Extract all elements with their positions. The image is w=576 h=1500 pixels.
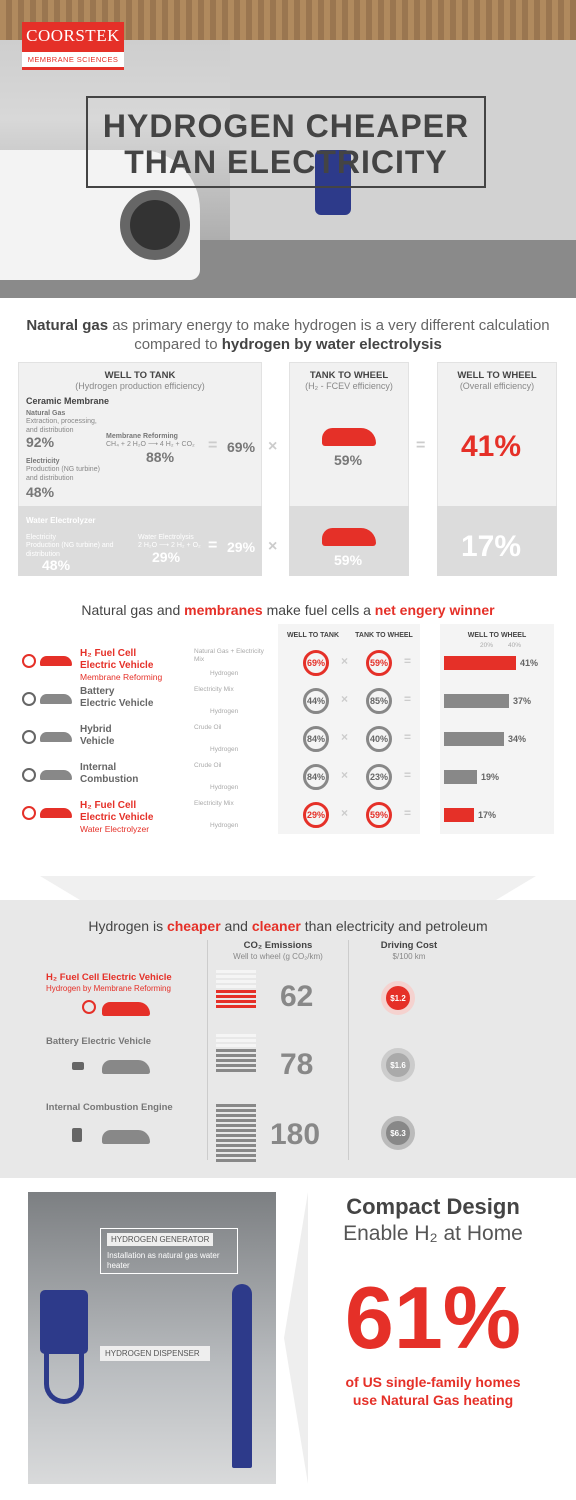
row1-ttw: 59% bbox=[334, 452, 363, 468]
co2-stripe bbox=[216, 1059, 256, 1062]
row-car-icon bbox=[40, 808, 72, 818]
col2-sub: (H₂ - FCEV efficiency) bbox=[305, 381, 393, 391]
fcev-car-icon-3 bbox=[102, 1002, 150, 1016]
s3-title-a: Hydrogen is bbox=[88, 918, 167, 934]
co2-stripe bbox=[216, 1049, 256, 1052]
caption-line1: of US single-family homes bbox=[345, 1374, 521, 1390]
gen-desc: Installation as natural gas water heater bbox=[107, 1251, 220, 1270]
row-wtw-bar bbox=[444, 770, 477, 784]
times-2: × bbox=[268, 538, 278, 555]
row-wtt-ring: 29% bbox=[303, 802, 329, 828]
we-el-desc: Production (NG turbine) and distribution bbox=[26, 542, 114, 558]
fcev-car-icon bbox=[322, 428, 376, 446]
row2-wtw: 17% bbox=[461, 530, 522, 563]
mr-label: Membrane Reforming bbox=[106, 433, 178, 440]
intro-middle: as primary energy to make hydrogen is a very different calculation compared to bbox=[108, 317, 550, 353]
row-label-1: H₂ Fuel Cell bbox=[80, 648, 137, 659]
row-wtw-bar bbox=[444, 732, 504, 746]
r3-co2: 180 bbox=[270, 1118, 321, 1151]
row-icon bbox=[22, 730, 36, 744]
row-icon bbox=[22, 654, 36, 668]
row-label-1: Internal bbox=[80, 762, 117, 773]
row-ttw-ring: 59% bbox=[366, 650, 392, 676]
row-path: Natural Gas + Electricity Mix bbox=[194, 648, 264, 663]
row-times: × bbox=[341, 806, 349, 820]
col3-title: WELL TO WHEEL bbox=[457, 370, 537, 381]
co2-stripe bbox=[216, 975, 256, 978]
row-label-2: Electric Vehicle bbox=[80, 698, 154, 709]
row-path: Crude Oil bbox=[194, 724, 222, 731]
row-equals: = bbox=[404, 806, 412, 820]
row-ttw-ring: 85% bbox=[366, 688, 392, 714]
intro-natural-gas: Natural gas bbox=[26, 317, 109, 334]
ng-label: Natural Gas bbox=[26, 410, 66, 417]
r2-co2: 78 bbox=[280, 1048, 314, 1081]
co2-stripe bbox=[216, 1154, 256, 1157]
row-path: Crude Oil bbox=[194, 762, 222, 769]
co2-stripe bbox=[216, 1039, 256, 1042]
hero-title-box bbox=[86, 96, 486, 188]
plug-icon bbox=[72, 1062, 84, 1070]
times-1: × bbox=[268, 438, 278, 455]
section3-title bbox=[20, 918, 556, 934]
row-icon bbox=[22, 692, 36, 706]
row-equals: = bbox=[404, 768, 412, 782]
row-times: × bbox=[341, 654, 349, 668]
col1-title: WELL TO TANK bbox=[104, 370, 176, 381]
compact-subheading: Enable H₂ at Home bbox=[343, 1222, 523, 1245]
intro-electrolysis: hydrogen by water electrolysis bbox=[221, 336, 442, 353]
row-equals: = bbox=[404, 692, 412, 706]
ice-car-icon bbox=[102, 1130, 150, 1144]
co2-header: CO₂ Emissions bbox=[243, 940, 313, 951]
row-hydrogen: Hydrogen bbox=[210, 670, 239, 677]
row-wtw-bar bbox=[444, 656, 516, 670]
row-car-icon bbox=[40, 656, 72, 666]
coorstek-logo bbox=[22, 22, 124, 70]
gen-label: HYDROGEN GENERATOR bbox=[107, 1233, 213, 1246]
co2-sub: Well to wheel (g CO₂/km) bbox=[233, 952, 323, 961]
cost-header: Driving Cost bbox=[380, 940, 438, 951]
row-equals: = bbox=[404, 654, 412, 668]
row-wtw-bar bbox=[444, 808, 474, 822]
row-wtw-value: 34% bbox=[508, 734, 527, 744]
row-label-2: Electric Vehicle bbox=[80, 660, 154, 671]
co2-stripe bbox=[216, 985, 256, 988]
s2-title-d: net engery winner bbox=[374, 602, 495, 618]
row-wtt-ring: 44% bbox=[303, 688, 329, 714]
row-ttw-ring: 59% bbox=[366, 802, 392, 828]
co2-stripe bbox=[216, 1104, 256, 1107]
row-wtt-ring: 84% bbox=[303, 764, 329, 790]
co2-stripe bbox=[216, 1149, 256, 1152]
row-wtw-bar bbox=[444, 694, 509, 708]
wtt-ttw-panel bbox=[278, 624, 420, 834]
car-wheel bbox=[120, 190, 190, 260]
logo-name: COORSTEK bbox=[26, 26, 120, 45]
cost-sub: $/100 km bbox=[392, 952, 426, 961]
r1-cost-coin: $1.2 bbox=[381, 981, 415, 1015]
s2-h-ttw: TANK TO WHEEL bbox=[355, 632, 413, 639]
s2-h-wtt: WELL TO TANK bbox=[286, 632, 340, 639]
row-times: × bbox=[341, 692, 349, 706]
fcev-car-icon-2 bbox=[322, 528, 376, 546]
co2-stripe bbox=[216, 970, 256, 973]
ng-desc: Extraction, processing, and distribution bbox=[26, 418, 97, 434]
row-path: Electricity Mix bbox=[194, 800, 234, 807]
row-car-icon bbox=[40, 694, 72, 704]
section1-intro bbox=[20, 316, 556, 354]
r3-title: Internal Combustion Engine bbox=[46, 1102, 173, 1113]
row-times: × bbox=[341, 730, 349, 744]
co2-stripe bbox=[216, 1064, 256, 1067]
row-hydrogen: Hydrogen bbox=[210, 746, 239, 753]
caption-line2: use Natural Gas heating bbox=[352, 1392, 514, 1408]
co2-stripe bbox=[216, 1005, 256, 1008]
row1-wtw: 41% bbox=[461, 430, 522, 463]
row-label-3: Water Electrolyzer bbox=[80, 824, 150, 834]
s2-h-wtw: WELL TO WHEEL bbox=[467, 632, 527, 639]
row-times: × bbox=[341, 768, 349, 782]
row2-ttw: 59% bbox=[334, 552, 363, 568]
row-path: Electricity Mix bbox=[194, 686, 234, 693]
hero-title-line2: THAN ELECTRICITY bbox=[124, 144, 448, 180]
s3-title-b: cheaper bbox=[166, 918, 221, 934]
col2-title: TANK TO WHEEL bbox=[309, 370, 389, 381]
co2-stripe bbox=[216, 990, 256, 993]
logo-sub: MEMBRANE SCIENCES bbox=[22, 52, 124, 67]
co2-stripe bbox=[216, 1114, 256, 1117]
ng-val: 92% bbox=[26, 434, 55, 450]
co2-stripe bbox=[216, 1109, 256, 1112]
el-label: Electricity bbox=[26, 458, 60, 465]
row-wtt-ring: 69% bbox=[303, 650, 329, 676]
equals-4: = bbox=[416, 537, 426, 554]
co2-stripe bbox=[216, 995, 256, 998]
r2-cost-coin: $1.6 bbox=[381, 1048, 415, 1082]
row-icon bbox=[22, 768, 36, 782]
row-icon bbox=[22, 806, 36, 820]
co2-stripe bbox=[216, 1124, 256, 1127]
scale-20: 20% bbox=[480, 642, 494, 649]
co2-stripe bbox=[216, 1054, 256, 1057]
co2-stripe bbox=[216, 1139, 256, 1142]
section2-title bbox=[20, 602, 556, 618]
row-wtw-value: 17% bbox=[478, 810, 497, 820]
scale-40: 40% bbox=[508, 642, 522, 649]
co2-stripe bbox=[216, 1144, 256, 1147]
row-label-1: H₂ Fuel Cell bbox=[80, 800, 137, 811]
hydrogen-generator-icon bbox=[232, 1284, 252, 1468]
co2-stripe bbox=[216, 1129, 256, 1132]
r3-co2-stack bbox=[216, 1104, 256, 1164]
dispenser-hose bbox=[44, 1350, 84, 1404]
row-label-2: Combustion bbox=[80, 774, 139, 785]
s3-title-e: than electricity and petroleum bbox=[300, 918, 488, 934]
row-ttw-ring: 23% bbox=[366, 764, 392, 790]
equals-3: = bbox=[208, 537, 218, 554]
row-label-1: Hybrid bbox=[80, 724, 112, 735]
row-wtw-value: 19% bbox=[481, 772, 500, 782]
row-label-2: Vehicle bbox=[80, 736, 115, 747]
row-label-2: Electric Vehicle bbox=[80, 812, 154, 823]
mr-val: 88% bbox=[146, 449, 175, 465]
row2-wtt: 29% bbox=[227, 539, 256, 555]
co2-stripe bbox=[216, 1119, 256, 1122]
row-wtw-value: 37% bbox=[513, 696, 532, 706]
row-hydrogen: Hydrogen bbox=[210, 708, 239, 715]
compact-heading: Compact Design bbox=[346, 1194, 520, 1219]
generator-callout bbox=[100, 1228, 238, 1274]
co2-stripe bbox=[216, 1069, 256, 1072]
we-proc-eq: 2 H₂O ⟶ 2 H₂ + O₂ bbox=[138, 542, 201, 549]
el-desc: Production (NG turbine) and distribution bbox=[26, 466, 100, 482]
we-proc-label: Water Electrolysis bbox=[138, 534, 194, 541]
co2-stripe bbox=[216, 1159, 256, 1162]
row-wtt-ring: 84% bbox=[303, 726, 329, 752]
s2-title-c: make fuel cells a bbox=[262, 602, 375, 618]
row-wtw-value: 41% bbox=[520, 658, 539, 668]
row-hydrogen: Hydrogen bbox=[210, 822, 239, 829]
equals-2: = bbox=[416, 437, 426, 454]
r2-co2-stack bbox=[216, 1034, 256, 1074]
row-label-1: Battery bbox=[80, 686, 115, 697]
col3-sub: (Overall efficiency) bbox=[459, 381, 535, 391]
s2-title-a: Natural gas and bbox=[81, 602, 185, 618]
big-percentage: 61% bbox=[344, 1268, 522, 1367]
el-val: 48% bbox=[26, 484, 55, 500]
row-label-3: Membrane Reforming bbox=[80, 672, 163, 682]
row-equals: = bbox=[404, 730, 412, 744]
fuel-pump-icon bbox=[72, 1128, 82, 1142]
r1-co2-stack bbox=[216, 970, 256, 1010]
ceramic-title: Ceramic Membrane bbox=[26, 396, 110, 406]
we-el-label: Electricity bbox=[26, 534, 56, 541]
r1-sub: Hydrogen by Membrane Reforming bbox=[46, 984, 171, 993]
s3-divider-2 bbox=[348, 940, 349, 1160]
we-el-val: 48% bbox=[42, 557, 71, 573]
col1-sub: (Hydrogen production efficiency) bbox=[75, 381, 205, 391]
row-hydrogen: Hydrogen bbox=[210, 784, 239, 791]
s3-title-d: cleaner bbox=[251, 918, 301, 934]
equals-1: = bbox=[208, 437, 218, 454]
row1-wtt: 69% bbox=[227, 439, 256, 455]
co2-stripe bbox=[216, 980, 256, 983]
r1-co2: 62 bbox=[280, 980, 314, 1013]
co2-stripe bbox=[216, 1034, 256, 1037]
r1-title: H₂ Fuel Cell Electric Vehicle bbox=[46, 972, 172, 983]
co2-stripe bbox=[216, 1134, 256, 1137]
disp-label: HYDROGEN DISPENSER bbox=[100, 1346, 210, 1361]
we-title: Water Electrolyzer bbox=[26, 516, 96, 525]
mr-eq: CH₄ + 2 H₂O ⟶ 4 H₂ + CO₂ bbox=[106, 441, 195, 448]
section4-divider bbox=[284, 1192, 308, 1484]
co2-stripe bbox=[216, 1000, 256, 1003]
row-ttw-ring: 40% bbox=[366, 726, 392, 752]
s2-title-b: membranes bbox=[184, 602, 263, 618]
co2-stripe bbox=[216, 1044, 256, 1047]
r2-title: Battery Electric Vehicle bbox=[46, 1036, 152, 1047]
we-proc-val: 29% bbox=[152, 549, 181, 565]
r3-cost-coin: $6.3 bbox=[381, 1116, 415, 1150]
h2-badge-icon bbox=[82, 1000, 96, 1014]
s3-title-c: and bbox=[220, 918, 252, 934]
bev-car-icon bbox=[102, 1060, 150, 1074]
row-car-icon bbox=[40, 732, 72, 742]
row-car-icon bbox=[40, 770, 72, 780]
wall-dispenser-icon bbox=[40, 1290, 88, 1354]
hero-title-line1: HYDROGEN CHEAPER bbox=[102, 108, 470, 144]
s3-divider-1 bbox=[207, 940, 208, 1160]
